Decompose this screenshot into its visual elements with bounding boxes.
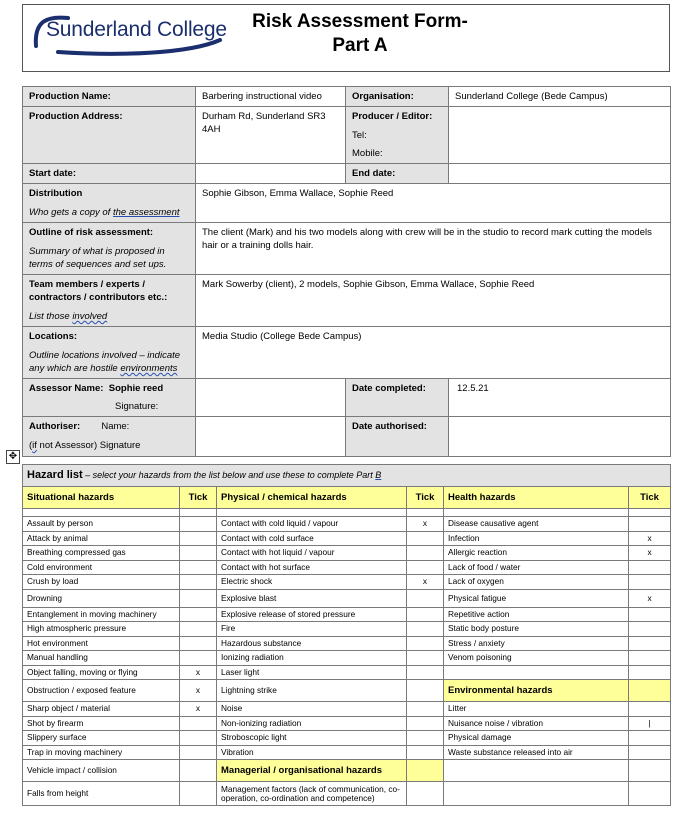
health-hazard: Lack of oxygen [444,575,629,590]
situational-tick[interactable] [180,731,217,746]
hazard-list-title: Hazard list [27,469,83,481]
health-tick[interactable] [629,607,671,622]
hazard-row [23,622,671,637]
physical-tick[interactable] [407,607,444,622]
distribution-sub-underlined: the assessment [112,207,180,218]
outline-value[interactable]: The client (Mark) and his two models along with crew will be in the studio to record mark cutting the models hair or a training dolls hair. [196,223,671,275]
gap-cell [407,509,444,517]
managerial-tick-header [407,760,444,782]
col-situational-tick: Tick [180,487,217,509]
health-hazard: Physical fatigue [444,589,629,607]
outline-label: Outline of risk assessment: [29,227,154,238]
end-date-value[interactable] [449,164,671,184]
hazard-row [23,546,671,561]
assessor-label: Assessor Name: [29,383,104,394]
paren-open: ( [29,440,33,451]
production-info-table [22,86,671,457]
distribution-sub-text: Who gets a copy of [29,207,113,218]
physical-tick[interactable] [407,546,444,561]
empty-cell [629,760,671,782]
situational-tick[interactable] [180,636,217,651]
col-situational: Situational hazards [23,487,180,509]
health-hazard: Disease causative agent [444,517,629,532]
environmental-hazard: Physical damage [444,731,629,746]
situational-hazard: Obstruction / exposed feature [23,680,180,702]
team-label: Team members / experts / contractors / contributors etc.: [29,279,168,303]
gap-cell [444,509,629,517]
col-physical: Physical / chemical hazards [217,487,407,509]
locations-sub-underlined: environments [120,363,178,374]
environmental-hazard: Litter [444,702,629,717]
hazard-list-title-cell [23,465,671,487]
situational-hazard: Manual handling [23,651,180,666]
team-sub [29,310,189,323]
gap-cell [629,509,671,517]
physical-hazard: Lightning strike [217,680,407,702]
environmental-tick[interactable] [629,745,671,760]
physical-tick[interactable] [407,531,444,546]
locations-value[interactable]: Media Studio (College Bede Campus) [196,327,671,379]
health-tick[interactable] [629,517,671,532]
health-tick[interactable]: x [629,531,671,546]
situational-hazard: Shot by firearm [23,716,180,731]
empty-cell [444,760,629,782]
physical-tick[interactable] [407,636,444,651]
situational-hazard: Vehicle impact / collision [23,760,180,782]
hazard-row [23,517,671,532]
environmental-tick[interactable] [629,702,671,717]
gap-cell [180,509,217,517]
managerial-tick[interactable] [407,782,444,806]
producer-label: Producer / Editor: [352,111,433,122]
distribution-label: Distribution [29,188,83,199]
physical-hazard: Ionizing radiation [217,651,407,666]
date-authorised-label: Date authorised: [346,417,449,457]
situational-tick[interactable] [180,651,217,666]
hazard-row [23,731,671,746]
hazard-list-note [83,470,382,480]
organisation-value[interactable]: Sunderland College (Bede Campus) [449,87,671,107]
producer-cell [346,107,449,164]
health-tick[interactable] [629,636,671,651]
situational-hazard: Falls from height [23,782,180,806]
team-label-cell [23,275,196,327]
situational-hazard: Trap in moving machinery [23,745,180,760]
physical-tick[interactable]: x [407,575,444,590]
authoriser-label: Authoriser: [29,421,81,432]
production-address-value[interactable] [196,107,346,164]
hazard-row [23,782,671,806]
college-logo [28,10,228,56]
hazard-row [23,589,671,607]
production-name-value[interactable]: Barbering instructional video [196,87,346,107]
situational-hazard: High atmospheric pressure [23,622,180,637]
health-tick[interactable]: x [629,589,671,607]
outline-sub: Summary of what is proposed in terms of sequences and set ups. [29,246,167,270]
situational-tick[interactable] [180,560,217,575]
physical-tick[interactable] [407,702,444,717]
hazard-list-note-text: – select your hazards from the list below and use these to complete Part [82,470,376,480]
situational-tick[interactable]: x [180,702,217,717]
health-tick[interactable]: x [629,546,671,561]
production-address-label: Production Address: [23,107,196,164]
col-physical-tick: Tick [407,487,444,509]
gap-cell [217,509,407,517]
hazard-row [23,636,671,651]
situational-hazard: Breathing compressed gas [23,546,180,561]
managerial-header: Managerial / organisational hazards [217,760,407,782]
situational-tick[interactable] [180,546,217,561]
table-move-handle-icon[interactable]: ✥ [6,450,20,464]
assessor-signature-value[interactable] [196,379,346,417]
producer-value[interactable] [449,107,671,164]
col-health-tick: Tick [629,487,671,509]
physical-hazard: Electric shock [217,575,407,590]
physical-hazard: Noise [217,702,407,717]
physical-tick[interactable] [407,589,444,607]
situational-hazard: Object falling, moving or flying [23,665,180,680]
physical-tick[interactable] [407,745,444,760]
environmental-tick-header [629,680,671,702]
situational-hazard: Entanglement in moving machinery [23,607,180,622]
if-underlined: if [32,440,37,451]
end-date-label: End date: [346,164,449,184]
physical-tick[interactable] [407,560,444,575]
situational-hazard: Drowning [23,589,180,607]
hazard-row [23,575,671,590]
distribution-sub [29,206,189,219]
assessor-signature-label: Signature: [115,401,159,412]
form-title [230,10,490,58]
physical-tick[interactable]: x [407,517,444,532]
situational-tick[interactable] [180,622,217,637]
situational-tick[interactable] [180,575,217,590]
hazard-row [23,607,671,622]
gap-cell [23,509,180,517]
authoriser-name-label: Name: [101,421,130,432]
health-hazard: Lack of food / water [444,560,629,575]
hazard-row [23,745,671,760]
hazard-row [23,531,671,546]
situational-tick[interactable] [180,589,217,607]
authoriser-signature-label [29,439,189,452]
situational-hazard: Slippery surface [23,731,180,746]
health-hazard: Repetitive action [444,607,629,622]
hazard-list-note-part: B [375,470,382,480]
hazard-row [23,680,671,702]
health-tick[interactable] [629,622,671,637]
physical-hazard: Stroboscopic light [217,731,407,746]
situational-tick[interactable] [180,607,217,622]
health-hazard: Stress / anxiety [444,636,629,651]
team-sub-underlined: involved [72,311,108,322]
physical-tick[interactable] [407,731,444,746]
hazard-row [23,651,671,666]
situational-tick[interactable] [180,745,217,760]
hazard-row [23,702,671,717]
distribution-label-cell [23,184,196,223]
situational-tick[interactable] [180,782,217,806]
tel-label: Tel: [352,130,367,141]
start-date-label: Start date: [23,164,196,184]
empty-cell [629,782,671,806]
physical-hazard: Hazardous substance [217,636,407,651]
organisation-label: Organisation: [346,87,449,107]
situational-tick[interactable]: x [180,680,217,702]
health-hazard: Venom poisoning [444,651,629,666]
col-health: Health hazards [444,487,629,509]
physical-hazard: Contact with hot liquid / vapour [217,546,407,561]
team-sub-text: List those [29,311,73,322]
health-tick[interactable] [629,575,671,590]
date-completed-label: Date completed: [346,379,449,417]
situational-tick[interactable] [180,531,217,546]
managerial-hazard: Management factors (lack of communication, co-operation, co-ordination and competence) [217,782,407,806]
situational-tick[interactable] [180,517,217,532]
assessor-name: Sophie reed [108,383,164,394]
physical-hazard [217,517,407,532]
date-completed-value[interactable]: 12.5.21 [449,379,671,417]
situational-tick[interactable] [180,760,217,782]
distribution-value[interactable]: Sophie Gibson, Emma Wallace, Sophie Reed [196,184,671,223]
physical-hazard: Explosive blast [217,589,407,607]
not-assessor-text: not Assessor) Signature [36,440,141,451]
health-hazard: Allergic reaction [444,546,629,561]
assessor-cell [23,379,196,417]
situational-tick[interactable] [180,716,217,731]
environmental-hazard: Nuisance noise / vibration [444,716,629,731]
physical-hazard: Fire [217,622,407,637]
situational-hazard: Crush by load [23,575,180,590]
logo-text: Sunderland College [46,18,227,41]
locations-sub-text: Outline locations involved – indicate any which are hostile [29,350,181,374]
situational-hazard: Assault by person [23,517,180,532]
environmental-header: Environmental hazards [444,680,629,702]
mobile-label: Mobile: [352,148,383,159]
authoriser-signature-value[interactable] [196,417,346,457]
title-line-1: Risk Assessment Form- [252,11,468,32]
hazard-row [23,760,671,782]
production-name-label: Production Name: [23,87,196,107]
hazard-list-table [22,464,671,806]
empty-cell [444,782,629,806]
physical-tick[interactable] [407,665,444,680]
physical-tick[interactable] [407,680,444,702]
physical-hazard: Explosive release of stored pressure [217,607,407,622]
physical-hazard: Laser light [217,665,407,680]
environmental-tick[interactable]: | [629,716,671,731]
physical-hazard: Contact with cold surface [217,531,407,546]
health-tick[interactable] [629,560,671,575]
physical-tick[interactable] [407,622,444,637]
situational-hazard: Cold environment [23,560,180,575]
production-address-text: Durham Rd, Sunderland SR3 4AH [202,111,326,135]
health-hazard: Static body posture [444,622,629,637]
physical-tick[interactable] [407,716,444,731]
situational-hazard: Hot environment [23,636,180,651]
situational-hazard: Attack by animal [23,531,180,546]
physical-hazard: Vibration [217,745,407,760]
locations-label: Locations: [29,331,78,342]
situational-hazard: Sharp object / material [23,702,180,717]
environmental-hazard: Waste substance released into air [444,745,629,760]
authoriser-cell [23,417,196,457]
health-tick[interactable] [629,665,671,680]
start-date-value[interactable] [196,164,346,184]
physical-hazard: Non-ionizing radiation [217,716,407,731]
health-tick[interactable] [629,651,671,666]
environmental-tick[interactable] [629,731,671,746]
team-value[interactable]: Mark Sowerby (client), 2 models, Sophie Gibson, Emma Wallace, Sophie Reed [196,275,671,327]
health-hazard: Infection [444,531,629,546]
date-authorised-value[interactable] [449,417,671,457]
locations-sub [29,349,189,375]
title-line-2: Part A [332,35,388,56]
situational-tick[interactable]: x [180,665,217,680]
hazard-row [23,560,671,575]
locations-label-cell [23,327,196,379]
health-hazard [444,665,629,680]
physical-hazard: Contact with hot surface [217,560,407,575]
outline-label-cell [23,223,196,275]
physical-hazard-text: Contact with cold liquid / vapour [221,518,339,529]
hazard-row [23,716,671,731]
hazard-row [23,665,671,680]
physical-tick[interactable] [407,651,444,666]
